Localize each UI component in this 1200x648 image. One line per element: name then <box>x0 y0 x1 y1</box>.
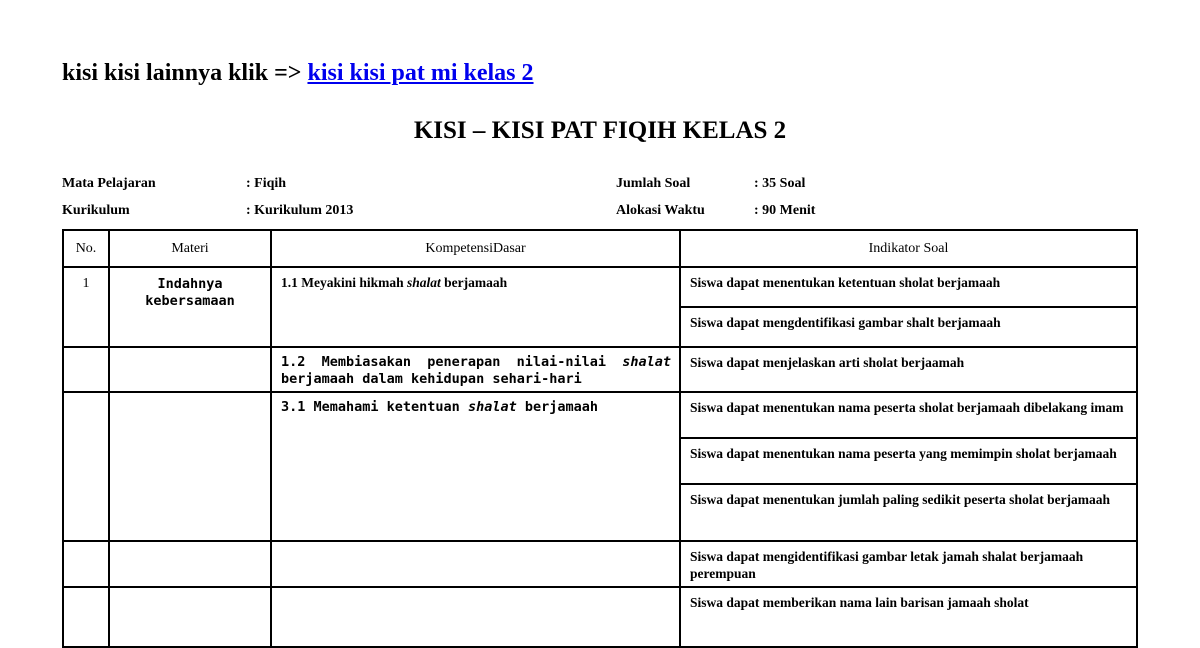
table-row <box>63 587 1137 647</box>
header-no: No. <box>63 230 109 267</box>
empty-cell <box>109 587 271 647</box>
kurikulum-value: : Kurikulum 2013 <box>246 203 354 218</box>
document-title: KISI – KISI PAT FIQIH KELAS 2 <box>413 117 787 144</box>
indikator-cell: Siswa dapat mengdentifikasi gambar shalt berjamaah <box>680 307 1137 347</box>
kompetensi-cell <box>271 392 680 541</box>
mata-pelajaran-value: : Fiqih <box>246 176 287 191</box>
promo-link[interactable]: kisi kisi pat mi kelas 2 <box>307 60 534 86</box>
materi-cell: Indahnya kebersamaan <box>109 267 271 347</box>
kd-text: 1.2 Membiasakan penerapan nilai-nilai <box>281 354 623 370</box>
kd-italic: shalat <box>467 399 517 415</box>
kd-text: berjamaah <box>440 275 508 290</box>
kd-italic: shalat <box>622 354 671 370</box>
indikator-cell: Siswa dapat menentukan ketentuan sholat berjamaah <box>680 267 1137 307</box>
kd-text: 3.1 Memahami ketentuan <box>281 399 468 415</box>
table-header-row <box>63 230 1137 267</box>
empty-cell <box>109 392 271 541</box>
header-kompetensi: KompetensiDasar <box>271 230 680 267</box>
kd-italic: shalat <box>407 275 441 290</box>
kompetensi-cell <box>271 347 680 392</box>
empty-cell <box>271 541 680 587</box>
promo-text: kisi kisi lainnya klik => <box>62 60 302 86</box>
table-row <box>63 347 1137 392</box>
table-row <box>63 267 1137 307</box>
indikator-cell: Siswa dapat menentukan jumlah paling sedikit peserta sholat berjamaah <box>680 484 1137 541</box>
jumlah-soal-value: : 35 Soal <box>754 176 806 191</box>
indikator-cell: Siswa dapat menentukan nama peserta sholat berjamaah dibelakang imam <box>680 392 1137 438</box>
header-materi: Materi <box>109 230 271 267</box>
kd-text: berjamaah dalam kehidupan sehari-hari <box>281 371 582 387</box>
empty-cell <box>63 347 109 392</box>
table-row <box>63 541 1137 587</box>
kd-text: berjamaah <box>516 399 598 415</box>
alokasi-waktu-value: : 90 Menit <box>754 203 816 218</box>
row-number: 1 <box>63 267 109 347</box>
kompetensi-cell <box>271 267 680 347</box>
kisi-table <box>62 229 1138 648</box>
indikator-cell: Siswa dapat memberikan nama lain barisan jamaah sholat <box>680 587 1137 647</box>
mata-pelajaran-label: Mata Pelajaran <box>62 176 156 191</box>
empty-cell <box>63 587 109 647</box>
table-row <box>63 392 1137 438</box>
empty-cell <box>271 587 680 647</box>
indikator-cell: Siswa dapat menjelaskan arti sholat berjaamah <box>680 347 1137 392</box>
kd-text: 1.1 Meyakini hikmah <box>281 275 408 290</box>
kurikulum-label: Kurikulum <box>62 203 130 218</box>
promo-line <box>62 60 534 87</box>
empty-cell <box>109 541 271 587</box>
header-indikator: Indikator Soal <box>680 230 1137 267</box>
alokasi-waktu-label: Alokasi Waktu <box>616 203 705 218</box>
indikator-cell: Siswa dapat mengidentifikasi gambar letak jamah shalat berjamaah perempuan <box>680 541 1137 587</box>
jumlah-soal-label: Jumlah Soal <box>616 176 691 191</box>
indikator-cell: Siswa dapat menentukan nama peserta yang memimpin sholat berjamaah <box>680 438 1137 484</box>
empty-cell <box>109 347 271 392</box>
empty-cell <box>63 541 109 587</box>
empty-cell <box>63 392 109 541</box>
